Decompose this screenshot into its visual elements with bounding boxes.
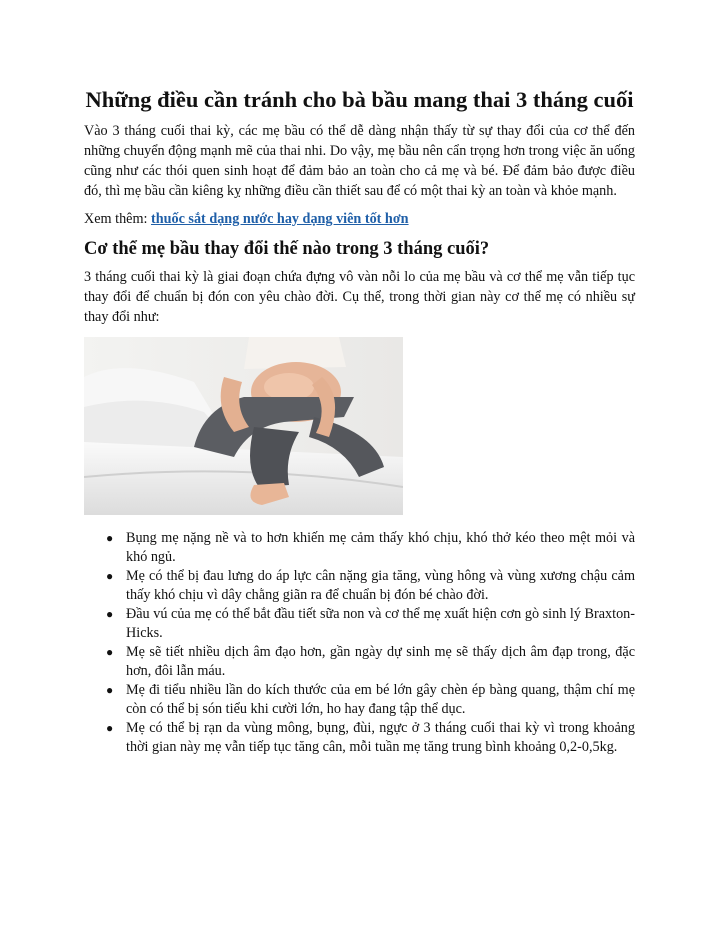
bullet-icon: ● (106, 645, 114, 659)
see-also-prefix: Xem thêm: (84, 211, 151, 227)
list-item: ● Mẹ đi tiểu nhiều lần do kích thước của em bé lớn gây chèn ép bàng quang, thậm chí mẹ còn có thể bị són tiểu khi cười lớn, ho hay đang tập thể dục. (106, 682, 635, 717)
see-also-link[interactable]: thuốc sắt dạng nước hay dạng viên tốt hơn (150, 211, 409, 227)
list-item: ● Mẹ có thể bị đau lưng do áp lực cân nặng gia tăng, vùng hông và vùng xương chậu cảm thấy khó chịu vì dây chằng giãn ra để chuẩn bị đón bé chào đời. (106, 568, 635, 603)
body-changes-list (84, 529, 635, 757)
intro-paragraph: Vào 3 tháng cuối thai kỳ, các mẹ bầu có thể dễ dàng nhận thấy từ sự thay đổi của cơ thể đến những chuyển động mạnh mẽ của thai nhi. Do vậy, mẹ bầu nên cẩn trọng hơn trong việc ăn uống cũng như các thói quen sinh hoạt để đảm bảo an toàn cho cả mẹ và bé. Để đảm bảo được điều đó, thì mẹ bầu cần kiêng kỵ những điều cần thiết sau để có một thai kỳ an toàn và khỏe mạnh. (84, 123, 635, 199)
see-also-line (84, 209, 635, 229)
bullet-icon: ● (106, 569, 114, 583)
list-item: ● Bụng mẹ nặng nề và to hơn khiến mẹ cảm thấy khó chịu, khó thở kéo theo mệt mỏi và khó ngủ. (106, 530, 635, 565)
bullet-icon: ● (106, 531, 114, 545)
pregnant-woman-illustration (84, 337, 403, 515)
bullet-icon: ● (106, 607, 114, 621)
document-page (84, 84, 635, 757)
section-intro-paragraph: 3 tháng cuối thai kỳ là giai đoạn chứa đựng vô vàn nỗi lo của mẹ bầu và cơ thể mẹ vẫn tiếp tục thay đổi để chuẩn bị đón con yêu chào đời. Cụ thể, trong thời gian này cơ thể mẹ có nhiều sự thay đổi như: (84, 269, 635, 325)
bullet-icon: ● (106, 721, 114, 735)
list-item: ● Mẹ có thể bị rạn da vùng mông, bụng, đùi, ngực ở 3 tháng cuối thai kỳ vì trong khoảng thời gian này mẹ vẫn tiếp tục tăng cân, mỗi tuần mẹ tăng trung bình khoảng 0,2-0,5kg. (106, 720, 635, 755)
list-item: ● Mẹ sẽ tiết nhiều dịch âm đạo hơn, gần ngày dự sinh mẹ sẽ thấy dịch âm đạp trong, đặc hơn, đôi lẫn máu. (106, 644, 635, 679)
section-heading: Cơ thể mẹ bầu thay đổi thế nào trong 3 tháng cuối? (84, 239, 490, 259)
page-title: Những điều cần tránh cho bà bầu mang thai 3 tháng cuối (85, 87, 634, 112)
bullet-icon: ● (106, 683, 114, 697)
list-item: ● Đầu vú của mẹ có thể bắt đầu tiết sữa non và cơ thể mẹ xuất hiện cơn gò sinh lý Braxton-Hicks. (106, 606, 635, 641)
pregnant-woman-photo (84, 337, 403, 515)
